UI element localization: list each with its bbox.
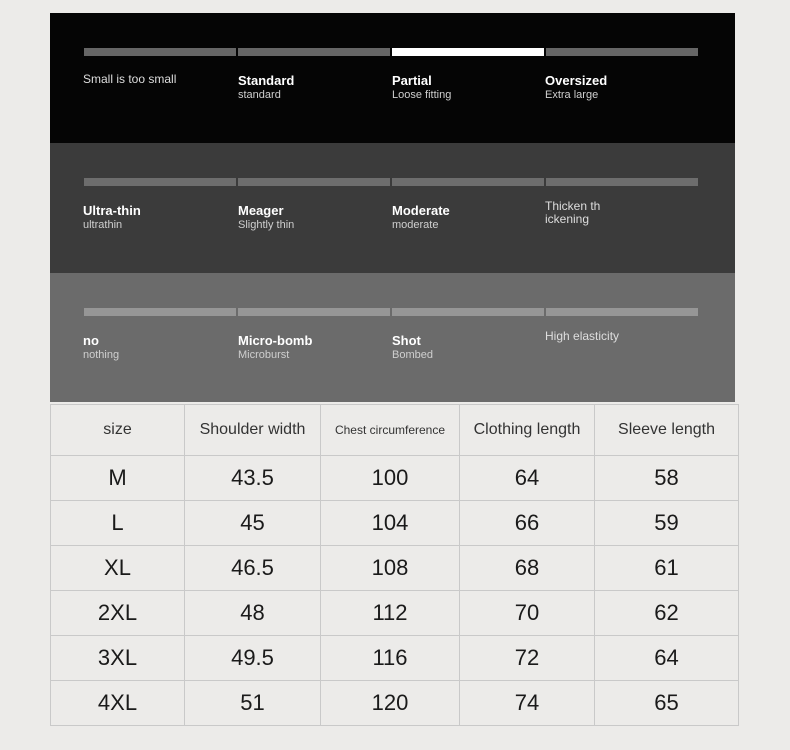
thickness-option-label: Thicken thickening xyxy=(545,199,601,226)
elasticity-option-no xyxy=(83,333,119,362)
table-row xyxy=(51,681,739,726)
cell-size: M xyxy=(51,456,185,501)
header-clothing-length: Clothing length xyxy=(460,405,595,456)
cell-clothing-length: 64 xyxy=(460,456,595,501)
fit-option-sub: Extra large xyxy=(545,89,599,101)
fit-bar-partial-selected xyxy=(392,48,544,56)
fit-option-partial xyxy=(392,73,451,102)
header-shoulder-width: Shoulder width xyxy=(185,405,321,456)
fit-option-label: Standard xyxy=(238,73,295,88)
thickness-option-sub: ultrathin xyxy=(83,219,123,231)
elasticity-option-sub: Microburst xyxy=(238,349,290,361)
thickness-option-sub: Slightly thin xyxy=(238,219,295,231)
fit-bar-oversized xyxy=(546,48,698,56)
cell-chest-circumference: 112 xyxy=(321,591,460,636)
fit-option-label: Oversized xyxy=(545,73,608,88)
thickness-bar-ultra-thin xyxy=(84,178,236,186)
table-row xyxy=(51,456,739,501)
elasticity-option-shot xyxy=(392,333,433,362)
thickness-option-label: Meager xyxy=(238,203,284,218)
fit-bar-too-small xyxy=(84,48,236,56)
cell-chest-circumference: 108 xyxy=(321,546,460,591)
header-size: size xyxy=(51,405,185,456)
cell-sleeve-length: 65 xyxy=(595,681,739,726)
cell-sleeve-length: 58 xyxy=(595,456,739,501)
fit-option-too-small xyxy=(83,73,176,86)
cell-chest-circumference: 116 xyxy=(321,636,460,681)
elasticity-option-micro-bomb xyxy=(238,333,312,362)
table-row xyxy=(51,591,739,636)
cell-size: 4XL xyxy=(51,681,185,726)
cell-chest-circumference: 120 xyxy=(321,681,460,726)
cell-shoulder-width: 51 xyxy=(185,681,321,726)
cell-sleeve-length: 62 xyxy=(595,591,739,636)
cell-clothing-length: 70 xyxy=(460,591,595,636)
cell-sleeve-length: 59 xyxy=(595,501,739,546)
table-row xyxy=(51,501,739,546)
thickness-scale-panel xyxy=(50,143,735,273)
cell-clothing-length: 72 xyxy=(460,636,595,681)
table-row xyxy=(51,636,739,681)
header-chest-circumference: Chest circumference xyxy=(321,405,460,456)
table-row xyxy=(51,546,739,591)
elasticity-bar-shot xyxy=(392,308,544,316)
cell-chest-circumference: 104 xyxy=(321,501,460,546)
elasticity-bar-high xyxy=(546,308,698,316)
fit-option-sub: Loose fitting xyxy=(392,89,452,101)
cell-clothing-length: 66 xyxy=(460,501,595,546)
thickness-option-moderate xyxy=(392,203,450,232)
fit-option-sub: standard xyxy=(238,89,281,101)
thickness-option-sub: moderate xyxy=(392,219,439,231)
thickness-option-ultra-thin xyxy=(83,203,141,232)
cell-size: L xyxy=(51,501,185,546)
size-chart-table xyxy=(50,404,739,726)
elasticity-option-label: no xyxy=(83,333,99,348)
cell-shoulder-width: 48 xyxy=(185,591,321,636)
cell-chest-circumference: 100 xyxy=(321,456,460,501)
thickness-option-label: Ultra-thin xyxy=(83,203,141,218)
fit-option-standard xyxy=(238,73,294,102)
elasticity-option-label: High elasticity xyxy=(545,329,620,343)
cell-sleeve-length: 64 xyxy=(595,636,739,681)
cell-clothing-length: 74 xyxy=(460,681,595,726)
fit-option-label: Small is too small xyxy=(83,72,177,86)
elasticity-bar-micro-bomb-selected xyxy=(238,308,390,316)
fit-bar-standard xyxy=(238,48,390,56)
thickness-bar-moderate-selected xyxy=(392,178,544,186)
thickness-option-label: Moderate xyxy=(392,203,450,218)
elasticity-option-sub: nothing xyxy=(83,349,120,361)
elasticity-scale-panel xyxy=(50,273,735,402)
elasticity-option-sub: Bombed xyxy=(392,349,433,361)
cell-shoulder-width: 45 xyxy=(185,501,321,546)
fit-scale-panel xyxy=(50,13,735,143)
thickness-option-thicken xyxy=(545,200,603,226)
thickness-bar-meager xyxy=(238,178,390,186)
cell-clothing-length: 68 xyxy=(460,546,595,591)
cell-shoulder-width: 49.5 xyxy=(185,636,321,681)
elasticity-option-high xyxy=(545,330,619,343)
cell-size: 3XL xyxy=(51,636,185,681)
cell-sleeve-length: 61 xyxy=(595,546,739,591)
fit-option-oversized xyxy=(545,73,607,102)
thickness-bar-thicken xyxy=(546,178,698,186)
header-sleeve-length: Sleeve length xyxy=(595,405,739,456)
cell-shoulder-width: 43.5 xyxy=(185,456,321,501)
cell-shoulder-width: 46.5 xyxy=(185,546,321,591)
elasticity-option-label: Micro-bomb xyxy=(238,333,313,348)
elasticity-option-label: Shot xyxy=(392,333,421,348)
elasticity-bar-no xyxy=(84,308,236,316)
cell-size: 2XL xyxy=(51,591,185,636)
thickness-option-meager xyxy=(238,203,294,232)
table-header-row xyxy=(51,405,739,456)
fit-option-label: Partial xyxy=(392,73,432,88)
cell-size: XL xyxy=(51,546,185,591)
